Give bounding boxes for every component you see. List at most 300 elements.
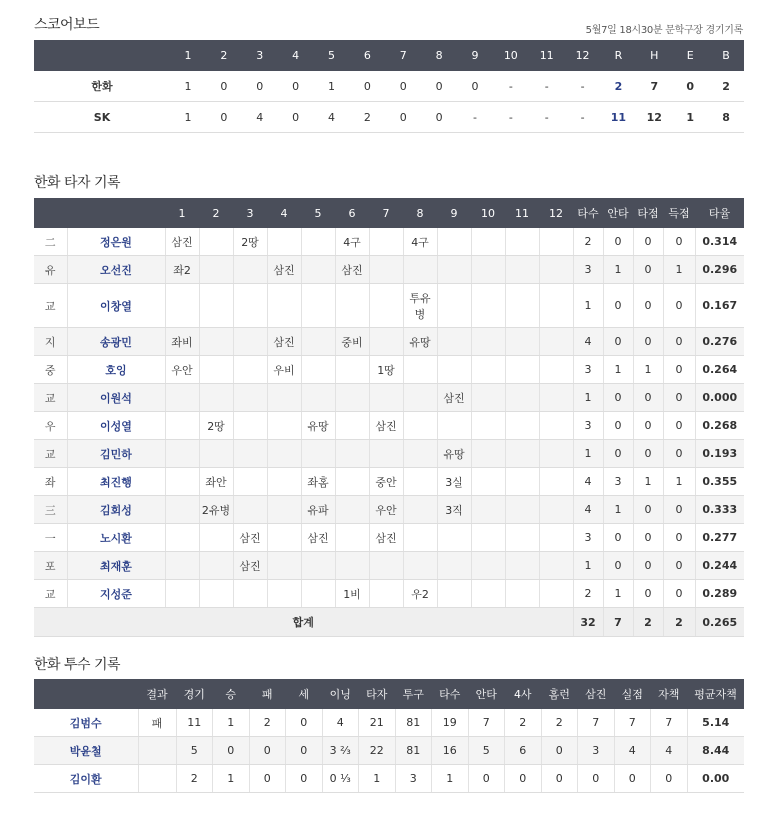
- at-bat-result: [471, 384, 505, 412]
- at-bat-result: [199, 580, 233, 608]
- total-rbi: 2: [633, 608, 663, 637]
- batter-stat-h: 3: [603, 468, 633, 496]
- at-bat-result: [165, 412, 199, 440]
- at-bat-result: [165, 552, 199, 580]
- at-bat-result: [199, 384, 233, 412]
- pitching-header-cell: [34, 679, 138, 709]
- batter-row: [34, 440, 744, 468]
- team-name: SK: [34, 102, 170, 133]
- batting-average: 0.264: [695, 356, 744, 384]
- at-bat-result: [539, 412, 573, 440]
- total-h: 7: [603, 608, 633, 637]
- scoreboard-header-cell: 2: [206, 40, 242, 71]
- scoreboard-header-cell: 7: [385, 40, 421, 71]
- pitcher-stat-l: 0: [249, 737, 286, 765]
- pitcher-stat-sv: 0: [286, 737, 323, 765]
- batting-average: 0.244: [695, 552, 744, 580]
- batting-average: 0.276: [695, 328, 744, 356]
- at-bat-result: [267, 496, 301, 524]
- pitcher-stat-sv: 0: [286, 765, 323, 793]
- at-bat-result: [403, 496, 437, 524]
- batter-stat-ab: 2: [573, 228, 603, 256]
- batter-stat-ab: 3: [573, 412, 603, 440]
- at-bat-result: 4구: [335, 228, 369, 256]
- scoreboard-row: [34, 102, 744, 133]
- batter-stat-rbi: 0: [633, 256, 663, 284]
- pitching-header-cell: 투구: [395, 679, 432, 709]
- pitching-header-row: [34, 679, 744, 709]
- batter-row: [34, 228, 744, 256]
- scoreboard-header-cell: 12: [565, 40, 601, 71]
- at-bat-result: 2땅: [199, 412, 233, 440]
- at-bat-result: 우안: [369, 496, 403, 524]
- batter-position: 교: [34, 284, 67, 328]
- batter-stat-rbi: 0: [633, 284, 663, 328]
- at-bat-result: [505, 256, 539, 284]
- pitching-header-cell: 결과: [138, 679, 176, 709]
- batter-stat-r: 0: [663, 440, 695, 468]
- batting-title: 한화 타자 기록: [34, 175, 121, 191]
- at-bat-result: [335, 412, 369, 440]
- at-bat-result: [199, 440, 233, 468]
- at-bat-result: 삼진: [369, 524, 403, 552]
- batter-stat-r: 0: [663, 328, 695, 356]
- scoreboard-header-cell: 5: [314, 40, 350, 71]
- batter-name-link[interactable]: 최진행: [67, 468, 165, 496]
- batter-stat-h: 0: [603, 524, 633, 552]
- batter-position: 교: [34, 580, 67, 608]
- batter-stat-rbi: 0: [633, 384, 663, 412]
- at-bat-result: 좌비: [165, 328, 199, 356]
- batting-average: 0.289: [695, 580, 744, 608]
- at-bat-result: 삼진: [335, 256, 369, 284]
- batting-average: 0.277: [695, 524, 744, 552]
- batting-average: 0.000: [695, 384, 744, 412]
- at-bat-result: [267, 384, 301, 412]
- batter-name-link[interactable]: 이창열: [67, 284, 165, 328]
- pitcher-stat-hr: 0: [541, 737, 578, 765]
- pitcher-name-link[interactable]: 김이환: [34, 765, 138, 793]
- at-bat-result: [471, 552, 505, 580]
- batter-stat-rbi: 0: [633, 524, 663, 552]
- at-bat-result: [199, 228, 233, 256]
- at-bat-result: [403, 552, 437, 580]
- at-bat-result: [403, 356, 437, 384]
- batter-name-link[interactable]: 최재훈: [67, 552, 165, 580]
- pitcher-stat-g: 5: [176, 737, 213, 765]
- at-bat-result: [471, 256, 505, 284]
- batter-stat-h: 1: [603, 356, 633, 384]
- at-bat-result: [165, 284, 199, 328]
- runs-total: 11: [601, 102, 637, 133]
- at-bat-result: [301, 552, 335, 580]
- inning-score: -: [457, 102, 493, 133]
- batter-stat-r: 0: [663, 384, 695, 412]
- batter-position: 지: [34, 328, 67, 356]
- at-bat-result: [471, 356, 505, 384]
- at-bat-result: [335, 496, 369, 524]
- at-bat-result: [471, 580, 505, 608]
- pitcher-stat-sv: 0: [286, 709, 323, 737]
- batter-row: [34, 552, 744, 580]
- scoreboard-table: [34, 40, 744, 133]
- pitcher-stat-np: 3: [395, 765, 432, 793]
- pitcher-stat-h: 0: [468, 765, 505, 793]
- at-bat-result: 2땅: [233, 228, 267, 256]
- batter-stat-r: 1: [663, 256, 695, 284]
- batter-position: 우: [34, 412, 67, 440]
- at-bat-result: [539, 284, 573, 328]
- at-bat-result: [165, 384, 199, 412]
- batting-header-cell: 2: [199, 198, 233, 228]
- at-bat-result: [539, 228, 573, 256]
- scoreboard-header-cell: 1: [170, 40, 206, 71]
- at-bat-result: [403, 524, 437, 552]
- batter-stat-r: 0: [663, 284, 695, 328]
- at-bat-result: [471, 524, 505, 552]
- at-bat-result: 삼진: [437, 384, 471, 412]
- at-bat-result: [199, 256, 233, 284]
- pitching-header-cell: 세: [286, 679, 323, 709]
- at-bat-result: [199, 356, 233, 384]
- pitcher-stat-w: 1: [213, 709, 250, 737]
- batting-header-cell: 8: [403, 198, 437, 228]
- batter-row: [34, 412, 744, 440]
- at-bat-result: [267, 468, 301, 496]
- stat-h: 7: [636, 71, 672, 102]
- pitcher-stat-h: 5: [468, 737, 505, 765]
- at-bat-result: [369, 328, 403, 356]
- pitcher-stat-ab: 1: [432, 765, 469, 793]
- pitcher-stat-result: [138, 765, 176, 793]
- at-bat-result: [301, 256, 335, 284]
- at-bat-result: [301, 228, 335, 256]
- pitcher-stat-ip: 0 ⅓: [322, 765, 359, 793]
- batter-stat-rbi: 0: [633, 552, 663, 580]
- batting-total-row: [34, 608, 744, 637]
- at-bat-result: [471, 328, 505, 356]
- batting-header-cell: 타율: [695, 198, 744, 228]
- inning-score: 0: [457, 71, 493, 102]
- stat-b: 2: [708, 71, 744, 102]
- at-bat-result: [233, 284, 267, 328]
- pitcher-stat-r: 0: [614, 765, 651, 793]
- at-bat-result: [505, 384, 539, 412]
- at-bat-result: 삼진: [369, 412, 403, 440]
- at-bat-result: [471, 284, 505, 328]
- at-bat-result: [335, 552, 369, 580]
- batter-name-link[interactable]: 호잉: [67, 356, 165, 384]
- batter-stat-r: 0: [663, 228, 695, 256]
- inning-score: 0: [385, 71, 421, 102]
- at-bat-result: [267, 552, 301, 580]
- at-bat-result: [233, 328, 267, 356]
- pitcher-row: [34, 765, 744, 793]
- pitcher-stat-bf: 22: [359, 737, 396, 765]
- pitching-header-cell: 안타: [468, 679, 505, 709]
- batter-stat-rbi: 0: [633, 412, 663, 440]
- at-bat-result: [233, 496, 267, 524]
- at-bat-result: [437, 256, 471, 284]
- batter-stat-rbi: 0: [633, 328, 663, 356]
- batting-header-cell: 6: [335, 198, 369, 228]
- scoreboard-header-cell: 4: [278, 40, 314, 71]
- batter-stat-rbi: 0: [633, 228, 663, 256]
- batter-name-link[interactable]: 정은원: [67, 228, 165, 256]
- pitcher-stat-hr: 0: [541, 765, 578, 793]
- batter-position: 좌: [34, 468, 67, 496]
- pitcher-name-link[interactable]: 김범수: [34, 709, 138, 737]
- at-bat-result: [233, 356, 267, 384]
- batter-stat-ab: 4: [573, 496, 603, 524]
- at-bat-result: [505, 440, 539, 468]
- batting-header-cell: 12: [539, 198, 573, 228]
- batter-position: 三: [34, 496, 67, 524]
- at-bat-result: [437, 412, 471, 440]
- pitcher-stat-ab: 19: [432, 709, 469, 737]
- at-bat-result: [267, 284, 301, 328]
- at-bat-result: [267, 228, 301, 256]
- inning-score: 0: [278, 71, 314, 102]
- batter-stat-ab: 4: [573, 328, 603, 356]
- pitcher-row: [34, 737, 744, 765]
- at-bat-result: [233, 468, 267, 496]
- batting-average: 0.296: [695, 256, 744, 284]
- at-bat-result: [335, 524, 369, 552]
- batter-stat-h: 1: [603, 256, 633, 284]
- pitcher-stat-hr: 2: [541, 709, 578, 737]
- total-avg: 0.265: [695, 608, 744, 637]
- at-bat-result: [403, 412, 437, 440]
- batter-row: [34, 256, 744, 284]
- at-bat-result: [267, 524, 301, 552]
- pitcher-era: 0.00: [687, 765, 744, 793]
- at-bat-result: [539, 580, 573, 608]
- batter-stat-h: 0: [603, 384, 633, 412]
- at-bat-result: [199, 284, 233, 328]
- batter-position: 교: [34, 384, 67, 412]
- batter-row: [34, 524, 744, 552]
- at-bat-result: 삼진: [233, 524, 267, 552]
- scoreboard-header-cell: B: [708, 40, 744, 71]
- at-bat-result: [437, 552, 471, 580]
- at-bat-result: [335, 440, 369, 468]
- batter-name-link[interactable]: 노시환: [67, 524, 165, 552]
- at-bat-result: [267, 440, 301, 468]
- batter-name-link[interactable]: 지성준: [67, 580, 165, 608]
- at-bat-result: 좌2: [165, 256, 199, 284]
- at-bat-result: [403, 256, 437, 284]
- batting-header-cell: 타수: [573, 198, 603, 228]
- scoreboard-header-cell: R: [601, 40, 637, 71]
- batting-header-cell: 3: [233, 198, 267, 228]
- total-r: 2: [663, 608, 695, 637]
- at-bat-result: [471, 468, 505, 496]
- batter-position: 유: [34, 256, 67, 284]
- pitcher-stat-r: 4: [614, 737, 651, 765]
- batter-stat-h: 0: [603, 412, 633, 440]
- batter-row: [34, 356, 744, 384]
- batter-stat-ab: 3: [573, 356, 603, 384]
- at-bat-result: [301, 440, 335, 468]
- pitching-header-cell: 자책: [651, 679, 688, 709]
- batter-stat-h: 0: [603, 284, 633, 328]
- batter-name-link[interactable]: 김회성: [67, 496, 165, 524]
- batting-header-cell: [67, 198, 165, 228]
- batting-header-cell: 득점: [663, 198, 695, 228]
- at-bat-result: 3직: [437, 496, 471, 524]
- at-bat-result: [505, 284, 539, 328]
- batter-stat-rbi: 0: [633, 580, 663, 608]
- pitcher-stat-result: [138, 737, 176, 765]
- scoreboard-header-cell: 3: [242, 40, 278, 71]
- pitcher-stat-so: 0: [578, 765, 615, 793]
- pitcher-stat-h: 7: [468, 709, 505, 737]
- pitching-header-cell: 패: [249, 679, 286, 709]
- pitcher-stat-l: 2: [249, 709, 286, 737]
- at-bat-result: [165, 440, 199, 468]
- pitching-table: [34, 679, 744, 793]
- batter-stat-ab: 4: [573, 468, 603, 496]
- pitcher-stat-bb: 0: [505, 765, 542, 793]
- at-bat-result: [165, 524, 199, 552]
- at-bat-result: [437, 356, 471, 384]
- pitcher-stat-result: 패: [138, 709, 176, 737]
- game-info: 5월7일 18시30분 문학구장 경기기록: [585, 25, 743, 36]
- pitching-header-cell: 타수: [432, 679, 469, 709]
- scoreboard-header-cell: 11: [529, 40, 565, 71]
- inning-score: 4: [314, 102, 350, 133]
- at-bat-result: [199, 552, 233, 580]
- inning-score: 4: [242, 102, 278, 133]
- scoreboard-header-row: [34, 40, 744, 71]
- at-bat-result: [403, 468, 437, 496]
- stat-e: 0: [672, 71, 708, 102]
- batter-name-link[interactable]: 이성열: [67, 412, 165, 440]
- batter-row: [34, 328, 744, 356]
- stat-h: 12: [636, 102, 672, 133]
- at-bat-result: 3실: [437, 468, 471, 496]
- batter-stat-r: 0: [663, 552, 695, 580]
- batter-stat-h: 1: [603, 496, 633, 524]
- at-bat-result: [335, 356, 369, 384]
- at-bat-result: [233, 256, 267, 284]
- scoreboard-header-cell: E: [672, 40, 708, 71]
- at-bat-result: [471, 412, 505, 440]
- batter-stat-r: 1: [663, 468, 695, 496]
- batting-header-cell: [34, 198, 67, 228]
- batter-stat-rbi: 1: [633, 356, 663, 384]
- at-bat-result: 삼진: [267, 328, 301, 356]
- at-bat-result: 좌홈: [301, 468, 335, 496]
- batting-table: [34, 198, 744, 637]
- batter-name-link[interactable]: 김민하: [67, 440, 165, 468]
- at-bat-result: [335, 284, 369, 328]
- at-bat-result: 삼진: [267, 256, 301, 284]
- at-bat-result: 우안: [165, 356, 199, 384]
- at-bat-result: 삼진: [301, 524, 335, 552]
- at-bat-result: [165, 580, 199, 608]
- at-bat-result: [437, 328, 471, 356]
- batting-header-cell: 11: [505, 198, 539, 228]
- pitcher-stat-r: 7: [614, 709, 651, 737]
- at-bat-result: [301, 284, 335, 328]
- at-bat-result: [233, 384, 267, 412]
- batter-name-link[interactable]: 이원석: [67, 384, 165, 412]
- pitcher-stat-ab: 16: [432, 737, 469, 765]
- batting-header-cell: 1: [165, 198, 199, 228]
- runs-total: 2: [601, 71, 637, 102]
- at-bat-result: [539, 256, 573, 284]
- batter-row: [34, 496, 744, 524]
- batting-header-cell: 9: [437, 198, 471, 228]
- batter-row: [34, 580, 744, 608]
- at-bat-result: [539, 524, 573, 552]
- inning-score: -: [493, 102, 529, 133]
- pitcher-stat-g: 11: [176, 709, 213, 737]
- inning-score: -: [529, 71, 565, 102]
- pitcher-stat-bb: 6: [505, 737, 542, 765]
- at-bat-result: 우2: [403, 580, 437, 608]
- at-bat-result: 유땅: [403, 328, 437, 356]
- inning-score: 1: [314, 71, 350, 102]
- at-bat-result: [369, 284, 403, 328]
- batting-header-cell: 4: [267, 198, 301, 228]
- at-bat-result: 유땅: [301, 412, 335, 440]
- batter-name-link[interactable]: 오선진: [67, 256, 165, 284]
- at-bat-result: [233, 412, 267, 440]
- inning-score: 0: [385, 102, 421, 133]
- batter-position: 二: [34, 228, 67, 256]
- at-bat-result: 1비: [335, 580, 369, 608]
- scoreboard-header-cell: H: [636, 40, 672, 71]
- at-bat-result: [437, 580, 471, 608]
- batting-header-cell: 5: [301, 198, 335, 228]
- scoreboard-header-cell: 8: [421, 40, 457, 71]
- pitcher-stat-w: 0: [213, 737, 250, 765]
- batter-row: [34, 384, 744, 412]
- inning-score: 2: [349, 102, 385, 133]
- pitcher-name-link[interactable]: 박윤철: [34, 737, 138, 765]
- at-bat-result: 투유 병: [403, 284, 437, 328]
- batting-header-cell: 7: [369, 198, 403, 228]
- batter-stat-ab: 3: [573, 256, 603, 284]
- at-bat-result: [505, 412, 539, 440]
- total-ab: 32: [573, 608, 603, 637]
- batter-name-link[interactable]: 송광민: [67, 328, 165, 356]
- pitching-header-cell: 이닝: [322, 679, 359, 709]
- inning-score: 0: [206, 71, 242, 102]
- scoreboard-title: 스코어보드: [34, 17, 100, 33]
- at-bat-result: [199, 524, 233, 552]
- scoreboard-header-cell: 9: [457, 40, 493, 71]
- at-bat-result: [539, 552, 573, 580]
- inning-score: 1: [170, 102, 206, 133]
- inning-score: -: [565, 71, 601, 102]
- batter-stat-ab: 3: [573, 524, 603, 552]
- at-bat-result: [301, 356, 335, 384]
- batter-row: [34, 284, 744, 328]
- pitcher-stat-so: 3: [578, 737, 615, 765]
- batter-stat-h: 0: [603, 228, 633, 256]
- inning-score: 0: [421, 102, 457, 133]
- at-bat-result: [539, 384, 573, 412]
- at-bat-result: [165, 468, 199, 496]
- at-bat-result: [267, 580, 301, 608]
- pitching-header-cell: 승: [213, 679, 250, 709]
- batter-stat-r: 0: [663, 524, 695, 552]
- batter-stat-rbi: 1: [633, 468, 663, 496]
